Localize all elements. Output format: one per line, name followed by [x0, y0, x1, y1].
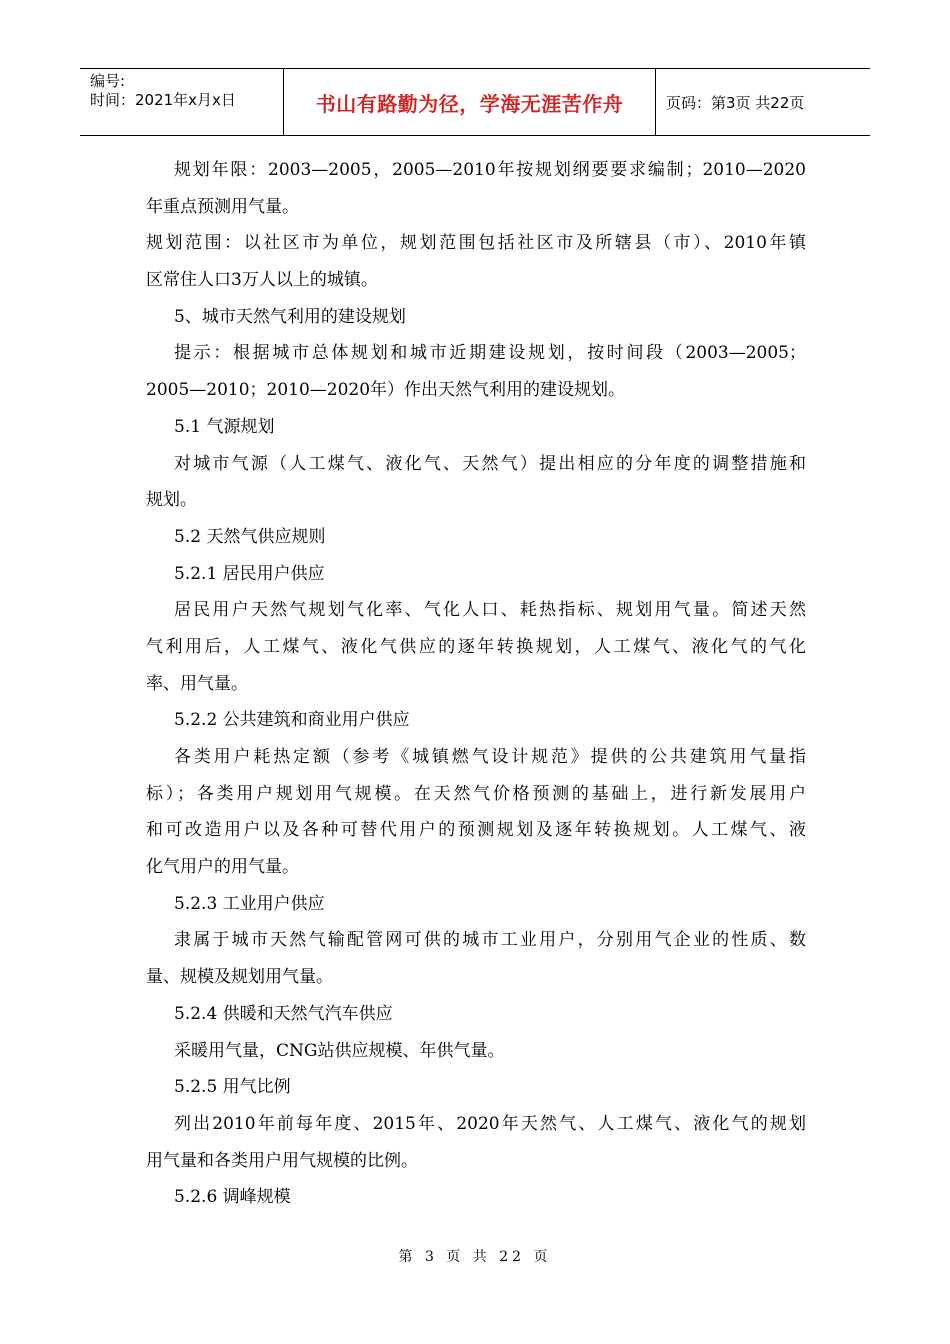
text-line: 居民用户天然气规划气化率、气化人口、耗热指标、规划用气量。简述天然 — [174, 600, 806, 621]
text-line: 各类用户耗热定额（参考《城镇燃气设计规范》提供的公共建筑用气量指 — [174, 747, 806, 767]
page-header — [80, 68, 870, 136]
document-body — [146, 152, 806, 1216]
time-label: 时间：2021年x月x日 — [90, 91, 236, 109]
text-line: 年重点预测用气量。 — [146, 196, 299, 217]
text-line: 列出2010年前每年度、2015年、2020年天然气、人工煤气、液化气的规划 — [174, 1113, 806, 1134]
text-line: 5.2.2 公共建筑和商业用户供应 — [174, 710, 410, 731]
page-footer: 第 3 页 共 22 页 — [398, 1249, 552, 1265]
text-line: 用气量和各类用户用气规模的比例。 — [146, 1150, 418, 1171]
text-line: 规划年限：2003—2005，2005—2010年按规划纲要要求编制；2010—2020 — [174, 160, 806, 180]
text-line: 5.2.1 居民用户供应 — [174, 563, 325, 584]
text-line: 5.1 气源规划 — [174, 416, 275, 437]
header-left-cell — [80, 69, 283, 135]
text-line: 规划。 — [146, 490, 197, 511]
number-label: 编号: — [90, 72, 126, 90]
text-line: 5.2.6 调峰规模 — [174, 1187, 291, 1208]
text-line: 化气用户的用气量。 — [146, 857, 299, 878]
text-line: 5.2.3 工业用户供应 — [174, 893, 325, 914]
text-line: 5.2 天然气供应规则 — [174, 526, 326, 547]
text-line: 对城市气源（人工煤气、液化气、天然气）提出相应的分年度的调整措施和 — [174, 453, 806, 474]
text-line: 隶属于城市天然气输配管网可供的城市工业用户，分别用气企业的性质、数 — [174, 930, 806, 951]
text-line: 气利用后，人工煤气、液化气供应的逐年转换规划，人工煤气、液化气的气化 — [146, 636, 806, 657]
text-line: 标）；各类用户规划用气规模。在天然气价格预测的基础上，进行新发展用户 — [146, 783, 806, 804]
text-line: 5.2.5 用气比例 — [174, 1077, 291, 1098]
text-line: 5、城市天然气利用的建设规划 — [174, 306, 406, 327]
header-page-cell — [656, 69, 870, 135]
text-line: 量、规模及规划用气量。 — [146, 967, 333, 988]
text-line: 提示：根据城市总体规划和城市近期建设规划，按时间段（2003—2005； — [174, 343, 806, 364]
page-info: 页码：第3页 共22页 — [666, 93, 805, 112]
text-line: 率、用气量。 — [146, 673, 248, 694]
text-line: 和可改造用户以及各种可替代用户的预测规划及逐年转换规划。人工煤气、液 — [146, 820, 806, 841]
header-motto-cell — [283, 69, 656, 135]
motto-text: 书山有路勤为径，学海无涯苦作舟 — [315, 91, 624, 116]
text-line: 规划范围：以社区市为单位，规划范围包括社区市及所辖县（市）、2010年镇 — [146, 233, 806, 254]
text-line: 5.2.4 供暖和天然气汽车供应 — [174, 1003, 393, 1024]
text-line: 2005—2010；2010—2020年）作出天然气利用的建设规划。 — [146, 380, 626, 401]
text-line: 采暖用气量，CNG站供应规模、年供气量。 — [174, 1040, 505, 1061]
text-line: 区常住人口3万人以上的城镇。 — [146, 270, 378, 291]
